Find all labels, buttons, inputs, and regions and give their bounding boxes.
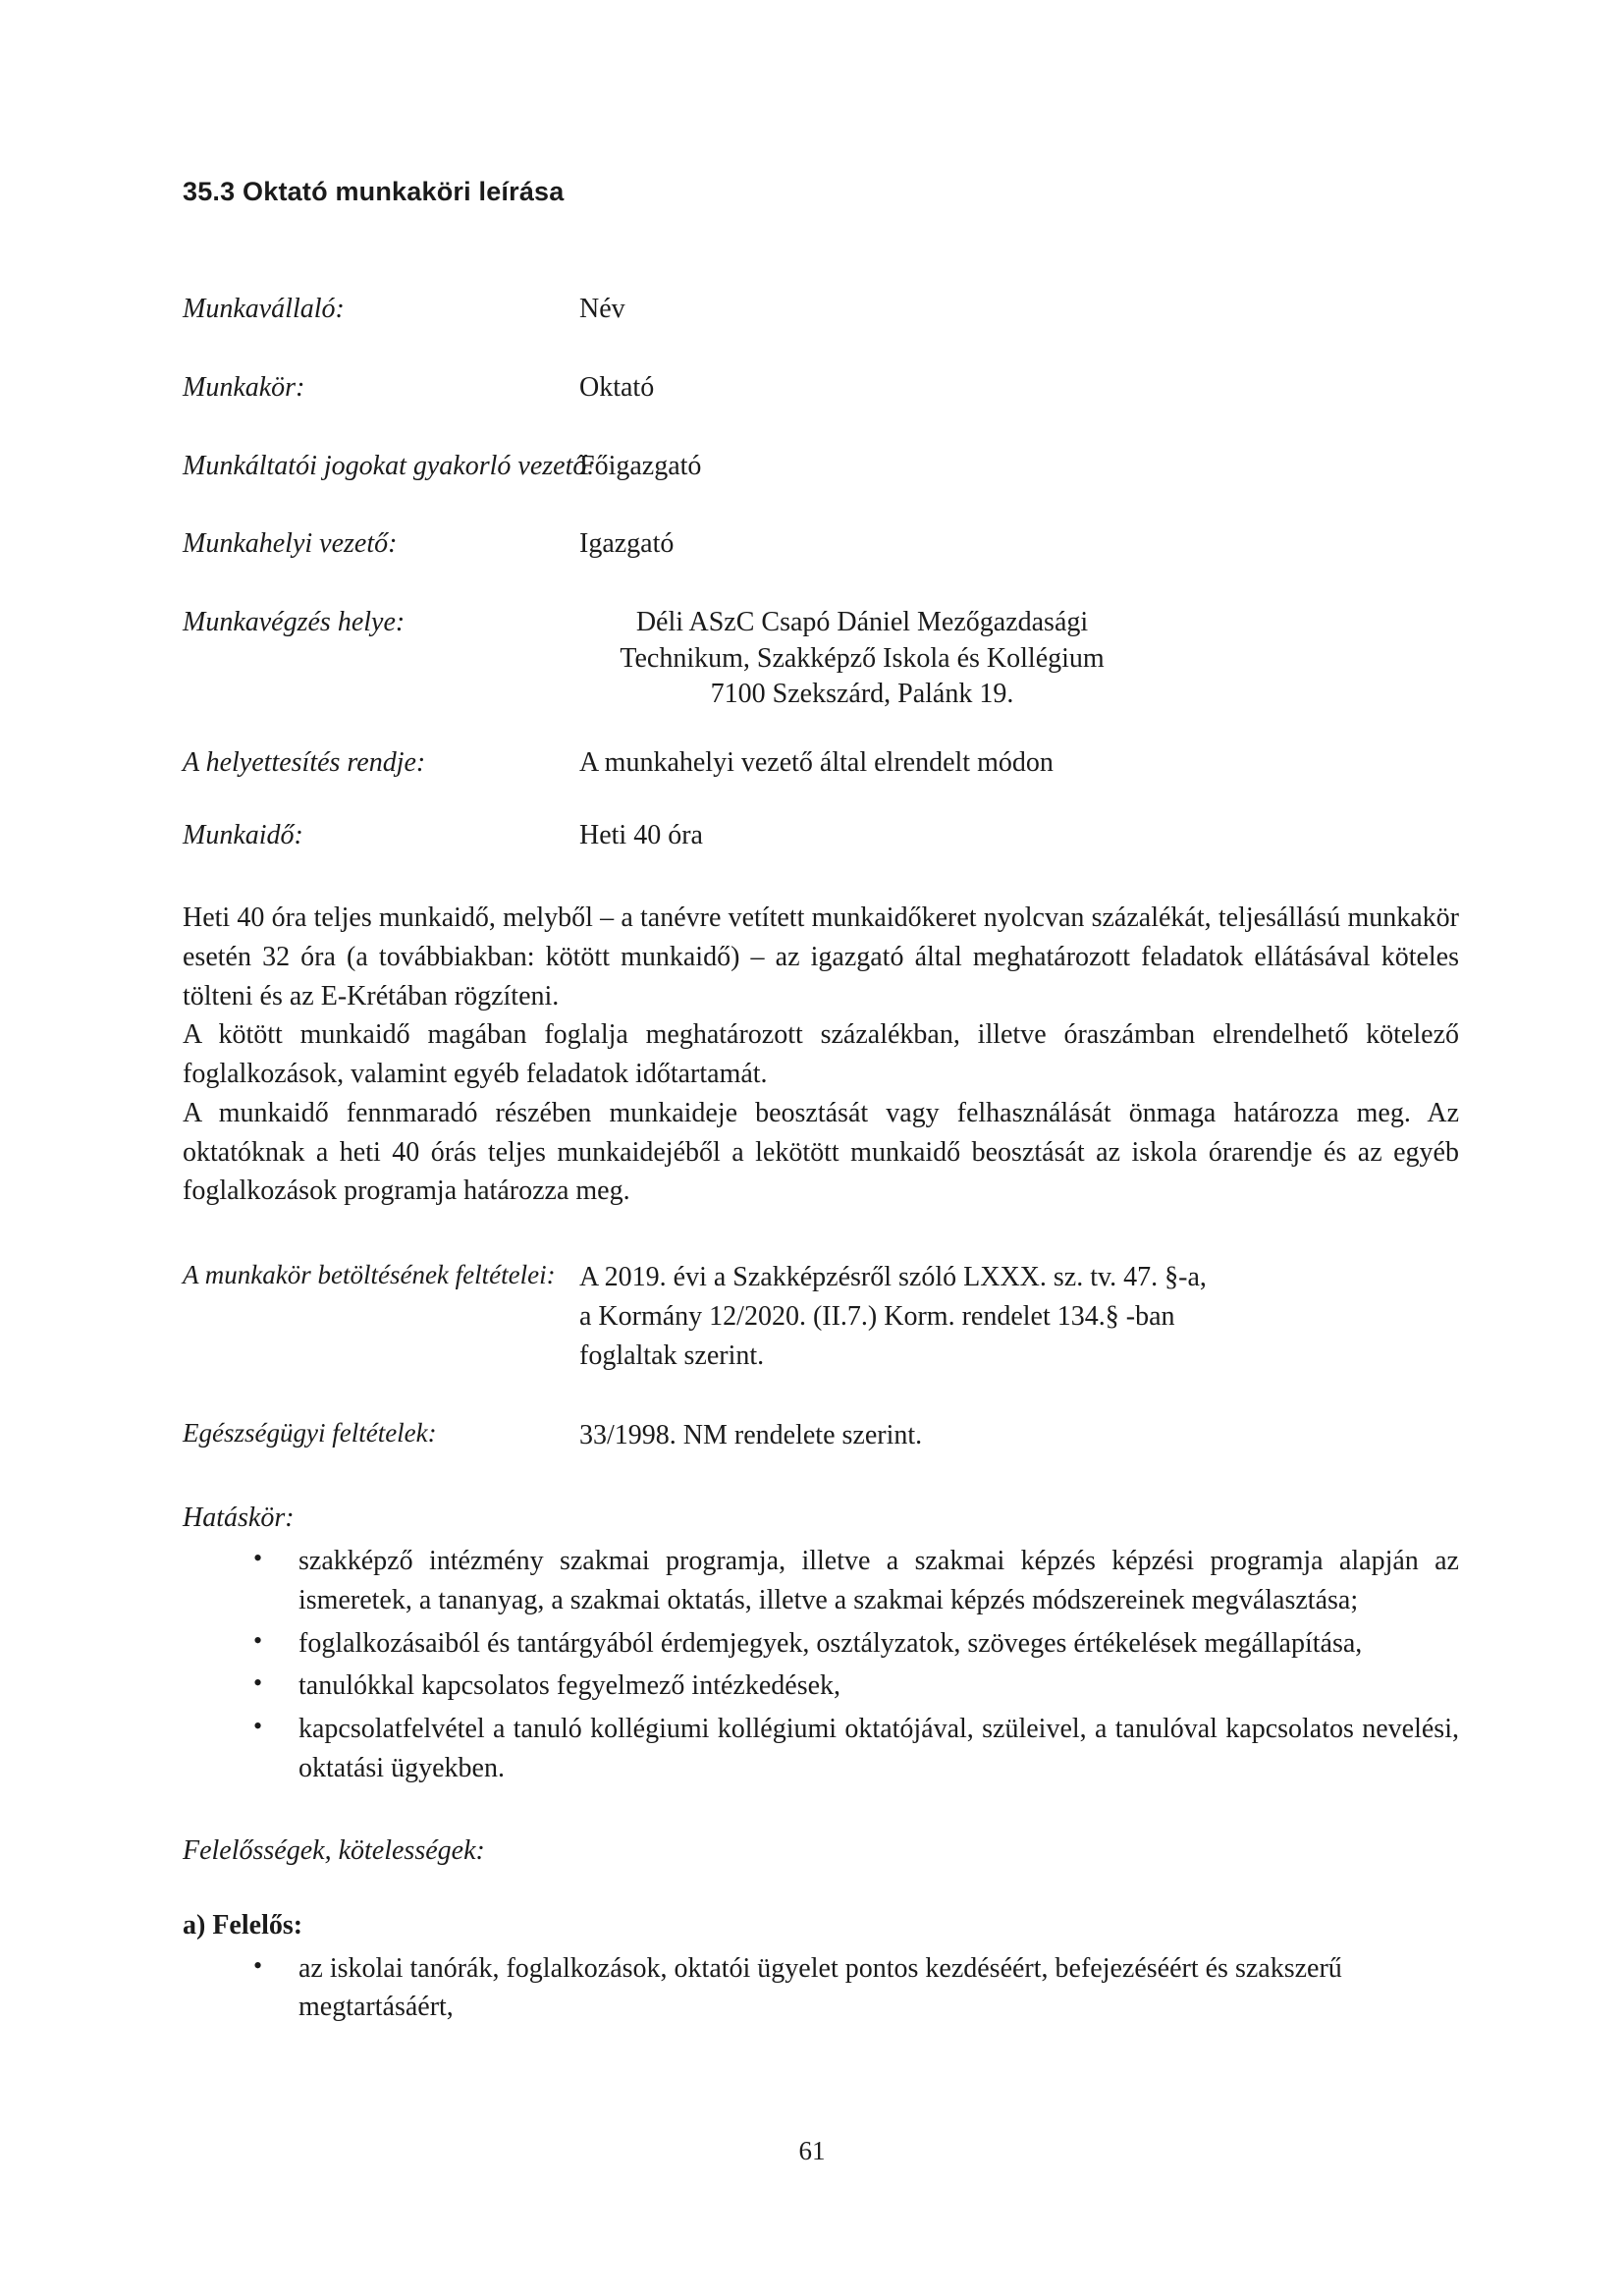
field-row-worktime bbox=[183, 818, 1459, 853]
field-value-workplace-manager: Igazgató bbox=[579, 528, 675, 560]
field-label-substitution: A helyettesítés rendje: bbox=[183, 747, 426, 779]
list-item: • szakképző intézmény szakmai programja, illetve a szakmai képzés képzési programja alapján az ismeretek, a tananyag, a szakmai oktatás, illetve a szakmai képzés módszereinek megválasztása; bbox=[244, 1542, 1459, 1620]
worktime-paragraph-2: A kötött munkaidő magában foglalja meghatározott százalékban, illetve óraszámban elrendelhető kötelező foglalkozások, valamint egyéb feladatok időtartamát. bbox=[183, 1019, 1459, 1090]
field-value-employer-manager: Főigazgató bbox=[579, 450, 702, 481]
responsible-list bbox=[183, 1949, 1459, 2028]
list-item: • az iskolai tanórák, foglalkozások, oktatói ügyelet pontos kezdéséért, befejezéséért és szakszerű megtartásáért, bbox=[244, 1949, 1459, 2028]
subsection-heading-a: a) Felelős: bbox=[183, 1909, 303, 1941]
field-value-substitution: A munkahelyi vezető által elrendelt módon bbox=[579, 747, 1054, 779]
field-row-workplace-manager bbox=[183, 526, 1459, 562]
list-item: • kapcsolatfelvétel a tanuló kollégiumi kollégiumi oktatójával, szüleivel, a tanulóval kapcsolatos nevelési, oktatási ügyekben. bbox=[244, 1710, 1459, 1788]
field-row-health bbox=[183, 1416, 1459, 1455]
field-row-employee bbox=[183, 292, 1459, 327]
field-label-conditions: A munkakör betöltésének feltételei: bbox=[183, 1260, 556, 1290]
worktime-paragraph-1: Heti 40 óra teljes munkaidő, melyből – a tanévre vetített munkaidőkeret nyolcvan százalékát, teljesállású munkakör esetén 32 óra (a továbbiakban: kötött munkaidő) – az igazgató által meghatározott feladatok ellátásával köteles tölteni és az E-Krétában rögzíteni. bbox=[183, 902, 1459, 1011]
field-label-workplace-manager: Munkahelyi vezető: bbox=[183, 528, 398, 560]
worktime-description-block bbox=[183, 899, 1459, 1211]
field-label-employee: Munkavállaló: bbox=[183, 294, 345, 324]
page-title: 35.3 Oktató munkaköri leírása bbox=[183, 177, 565, 206]
field-row-job bbox=[183, 370, 1459, 406]
field-row-workplace-location bbox=[183, 605, 1459, 712]
field-value-job: Oktató bbox=[579, 371, 655, 403]
field-value-worktime: Heti 40 óra bbox=[579, 820, 703, 851]
field-row-employer-manager bbox=[183, 449, 1459, 484]
conditions-line-2: a Kormány 12/2020. (II.7.) Korm. rendelet 134.§ -ban bbox=[579, 1300, 1175, 1332]
worktime-paragraph-3: A munkaidő fennmaradó részében munkaideje beosztását vagy felhasználását önmaga határozza meg. Az oktatóknak a heti 40 órás teljes munkaidejéből a lekötött munkaidő beosztását az iskola órarendje és az egyéb foglalkozások programja határozza meg. bbox=[183, 1097, 1459, 1207]
conditions-line-1: A 2019. évi a Szakképzésről szóló LXXX. sz. tv. 47. §-a, bbox=[579, 1262, 1207, 1293]
field-label-worktime: Munkaidő: bbox=[183, 820, 303, 851]
page-number: 61 bbox=[798, 2136, 826, 2165]
field-row-conditions bbox=[183, 1258, 1459, 1375]
list-item: • foglalkozásaiból és tantárgyából érdemjegyek, osztályzatok, szöveges értékelések megállapítása, bbox=[244, 1624, 1459, 1664]
field-value-health: 33/1998. NM rendelete szerint. bbox=[579, 1420, 923, 1451]
section-label-responsibilities: Felelősségek, kötelességek: bbox=[183, 1834, 485, 1866]
field-label-job: Munkakör: bbox=[183, 371, 305, 403]
workplace-line-2: Technikum, Szakképző Iskola és Kollégium bbox=[620, 642, 1105, 674]
field-label-health: Egészségügyi feltételek: bbox=[183, 1418, 437, 1449]
list-item: • tanulókkal kapcsolatos fegyelmező intézkedések, bbox=[244, 1667, 1459, 1706]
field-value-workplace-location bbox=[469, 605, 1255, 712]
page-content bbox=[183, 177, 1459, 2031]
scope-list bbox=[183, 1542, 1459, 1788]
field-label-employer-manager: Munkáltatói jogokat gyakorló vezető: bbox=[183, 450, 596, 481]
section-label-scope: Hatáskör: bbox=[183, 1503, 295, 1534]
workplace-line-1: Déli ASzC Csapó Dániel Mezőgazdasági bbox=[635, 607, 1089, 638]
field-value-conditions bbox=[579, 1258, 1459, 1375]
workplace-line-3: 7100 Szekszárd, Palánk 19. bbox=[710, 679, 1014, 710]
field-label-workplace-location: Munkavégzés helye: bbox=[183, 607, 406, 638]
field-row-substitution bbox=[183, 745, 1459, 781]
field-value-employee: Név bbox=[579, 294, 625, 324]
conditions-line-3: foglaltak szerint. bbox=[579, 1339, 765, 1371]
